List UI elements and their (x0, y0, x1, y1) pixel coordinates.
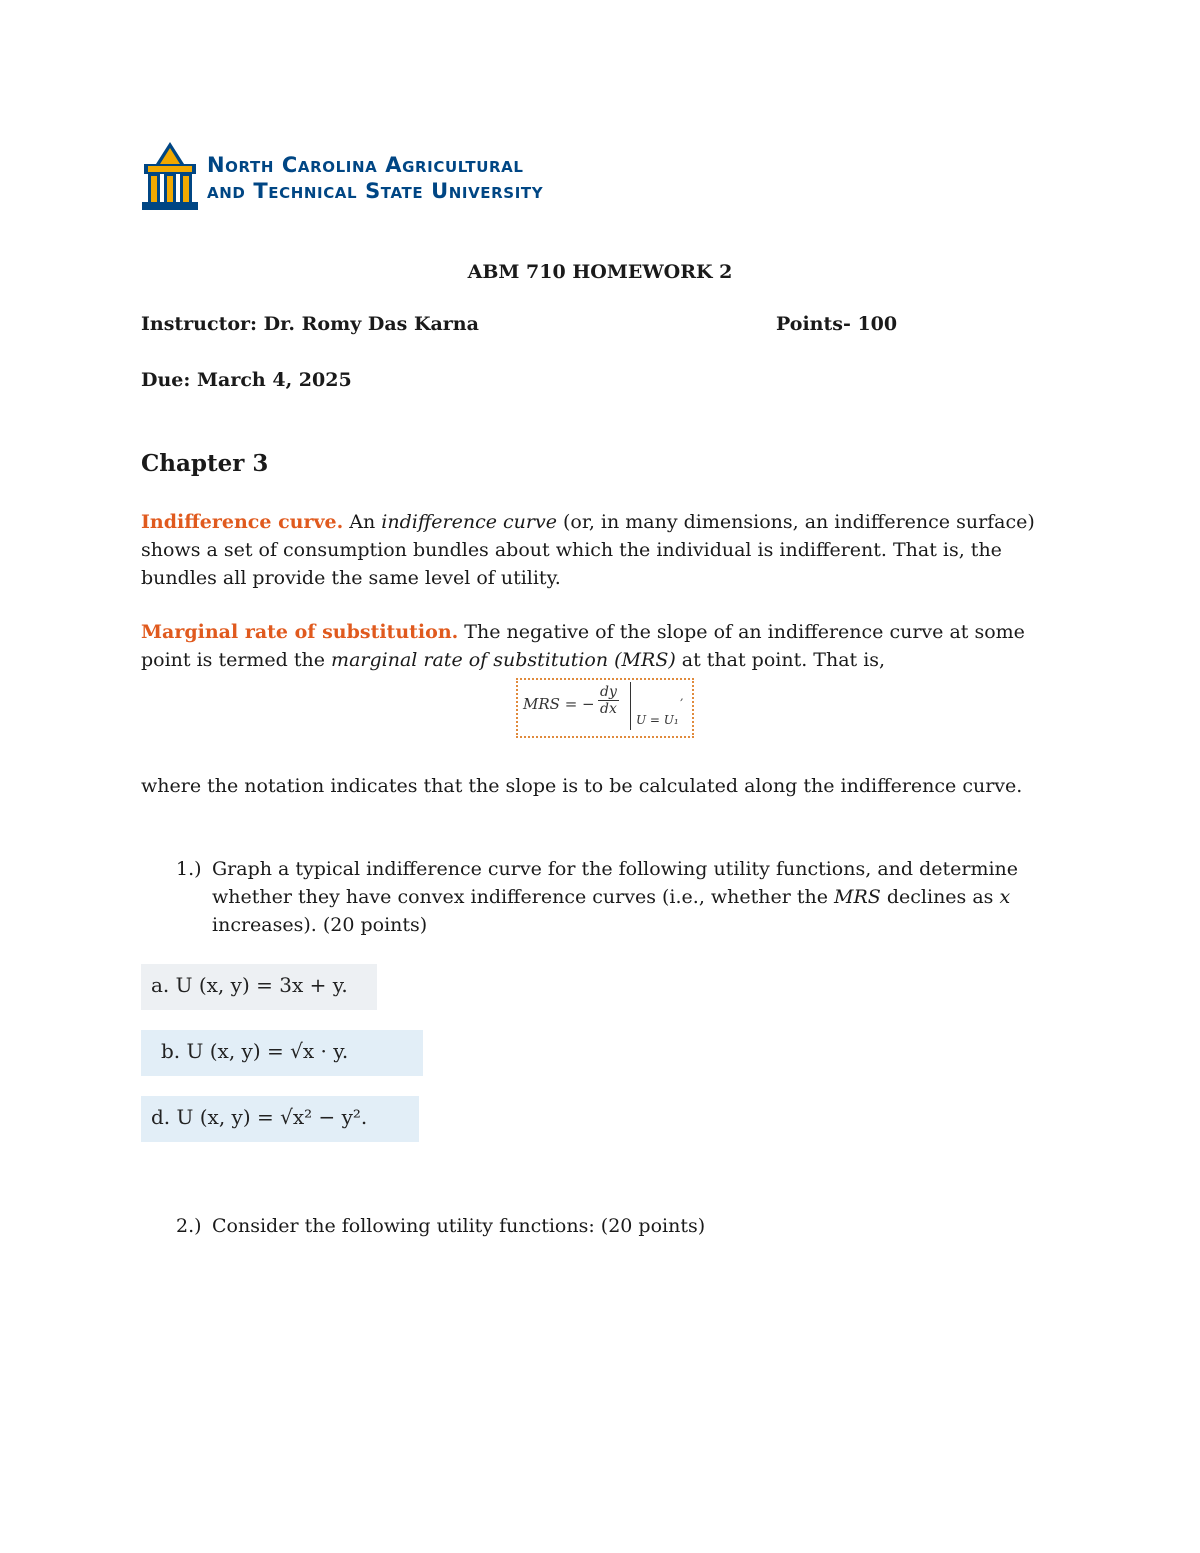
university-name-line2: and Technical State University (207, 179, 544, 203)
indifference-paragraph (141, 508, 1061, 592)
q1-text-3: increases). (20 points) (212, 914, 428, 936)
equation-a: a. U (x, y) = 3x + y. (141, 964, 377, 1010)
instructor-line: Instructor: Dr. Romy Das Karna (141, 313, 479, 335)
indifference-term: Indifference curve. (141, 511, 344, 533)
formula-denominator: dx (600, 701, 617, 717)
q1-text-1: Graph a typical indifference curve for the following utility functions, and determine whether they have convex indifference curves (i.e., whether the (212, 858, 1019, 908)
question-2-text: Consider the following utility functions: (20 points) (212, 1215, 706, 1237)
formula-subscript: U = U₁ (636, 713, 679, 727)
homework-title: ABM 710 HOMEWORK 2 (467, 261, 733, 283)
university-logo (140, 140, 630, 212)
formula-numerator: dy (600, 684, 617, 700)
mrs-text-2: at that point. That is, (675, 649, 886, 671)
mrs-italic: marginal rate of substitution (MRS) (331, 649, 676, 671)
question-1-number: 1.) (176, 858, 202, 880)
evaluation-bar (630, 682, 631, 730)
question-2-number: 2.) (176, 1215, 202, 1237)
question-1-text (212, 855, 1062, 939)
formula-comma: , (680, 690, 684, 703)
mrs-term: Marginal rate of substitution. (141, 621, 459, 643)
formula-lhs: MRS = − (523, 695, 595, 713)
aggie-emblem-icon (140, 140, 200, 212)
university-name (207, 152, 543, 204)
mrs-paragraph (141, 618, 1061, 674)
mrs-after-text: where the notation indicates that the slope is to be calculated along the indifference curve. (141, 775, 1023, 797)
mrs-formula (516, 678, 694, 738)
indifference-text-2: (or, in many dimensions, an indifference surface) shows a set of consumption bundles about which the individual is indifferent. That is, the bundles all provide the same level of utility. (141, 511, 1035, 589)
q1-text-2: declines as (880, 886, 1000, 908)
indifference-italic: indifference curve (381, 511, 557, 533)
points-label: Points- 100 (776, 313, 898, 335)
indifference-text-1: An (343, 511, 382, 533)
university-name-line1: North Carolina Agricultural (207, 153, 524, 177)
equation-b: b. U (x, y) = √x · y. (141, 1030, 423, 1076)
q1-italic-mrs: MRS (834, 886, 881, 908)
q1-italic-x: x (999, 886, 1011, 908)
mrs-text-1: The negative of the slope of an indifference curve at some point is termed the (141, 621, 1025, 671)
due-date: Due: March 4, 2025 (141, 369, 352, 391)
formula-fraction (598, 684, 619, 717)
chapter-heading: Chapter 3 (141, 450, 269, 477)
equation-d: d. U (x, y) = √x² − y². (141, 1096, 419, 1142)
